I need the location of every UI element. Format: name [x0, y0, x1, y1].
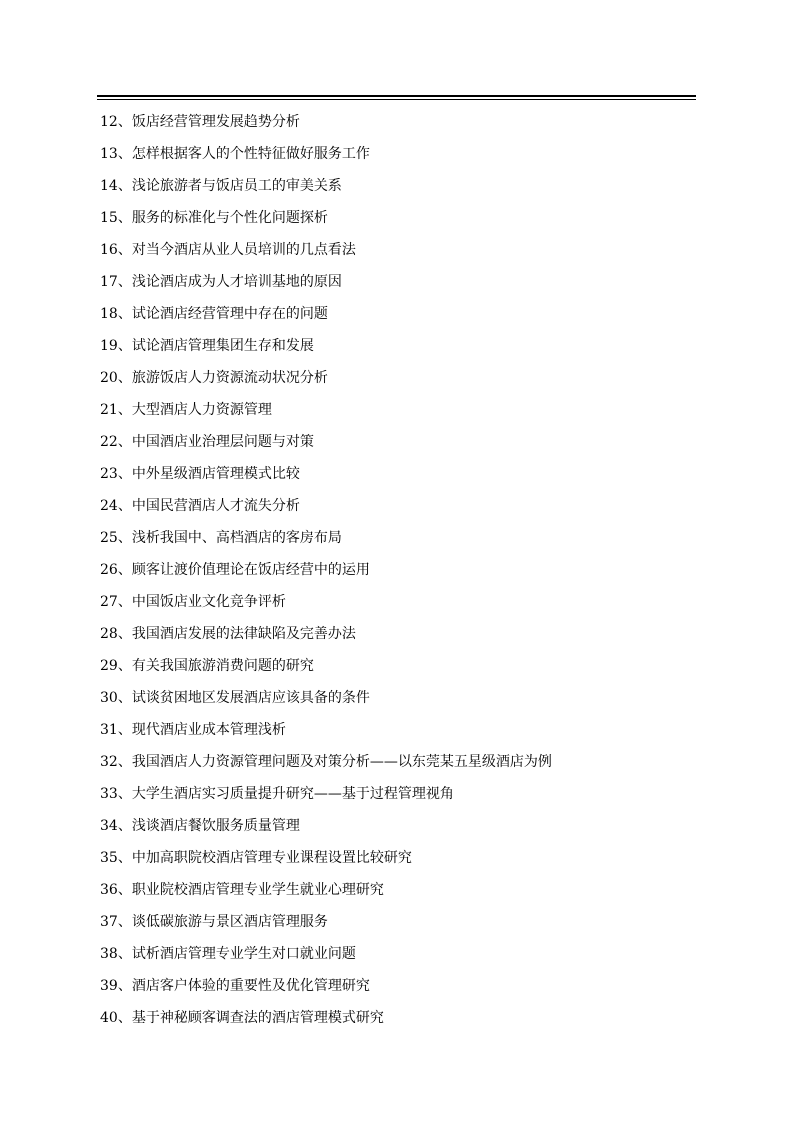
topic-item: 14、浅论旅游者与饭店员工的审美关系: [100, 178, 342, 194]
topic-item: 27、中国饭店业文化竞争评析: [100, 594, 286, 610]
topic-item: 37、谈低碳旅游与景区酒店管理服务: [100, 914, 328, 930]
topic-item: 33、大学生酒店实习质量提升研究——基于过程管理视角: [100, 786, 454, 802]
topic-item: 12、饭店经营管理发展趋势分析: [100, 114, 300, 130]
topic-item: 22、中国酒店业治理层问题与对策: [100, 434, 314, 450]
topic-item: 24、中国民营酒店人才流失分析: [100, 498, 300, 514]
topic-item: 23、中外星级酒店管理模式比较: [100, 466, 300, 482]
topic-item: 34、浅谈酒店餐饮服务质量管理: [100, 818, 300, 834]
header-rule: [97, 95, 696, 100]
topic-item: 16、对当今酒店从业人员培训的几点看法: [100, 242, 356, 258]
topic-item: 18、试论酒店经营管理中存在的问题: [100, 306, 328, 322]
topic-item: 15、服务的标准化与个性化问题探析: [100, 210, 328, 226]
topic-item: 20、旅游饭店人力资源流动状况分析: [100, 370, 328, 386]
topic-item: 29、有关我国旅游消费问题的研究: [100, 658, 314, 674]
topic-item: 36、职业院校酒店管理专业学生就业心理研究: [100, 882, 384, 898]
topic-item: 26、顾客让渡价值理论在饭店经营中的运用: [100, 562, 370, 578]
topic-item: 40、基于神秘顾客调查法的酒店管理模式研究: [100, 1010, 384, 1026]
topic-item: 30、试谈贫困地区发展酒店应该具备的条件: [100, 690, 370, 706]
topic-item: 25、浅析我国中、高档酒店的客房布局: [100, 530, 342, 546]
topic-item: 39、酒店客户体验的重要性及优化管理研究: [100, 978, 370, 994]
topic-item: 31、现代酒店业成本管理浅析: [100, 722, 286, 738]
topic-item: 13、怎样根据客人的个性特征做好服务工作: [100, 146, 370, 162]
topic-list: [100, 108, 700, 1036]
topic-item: 28、我国酒店发展的法律缺陷及完善办法: [100, 626, 356, 642]
topic-item: 19、试论酒店管理集团生存和发展: [100, 338, 314, 354]
topic-item: 35、中加高职院校酒店管理专业课程设置比较研究: [100, 850, 412, 866]
topic-item: 38、试析酒店管理专业学生对口就业问题: [100, 946, 356, 962]
topic-item: 21、大型酒店人力资源管理: [100, 402, 272, 418]
topic-item: 17、浅论酒店成为人才培训基地的原因: [100, 274, 342, 290]
topic-item: 32、我国酒店人力资源管理问题及对策分析——以东莞某五星级酒店为例: [100, 754, 552, 770]
